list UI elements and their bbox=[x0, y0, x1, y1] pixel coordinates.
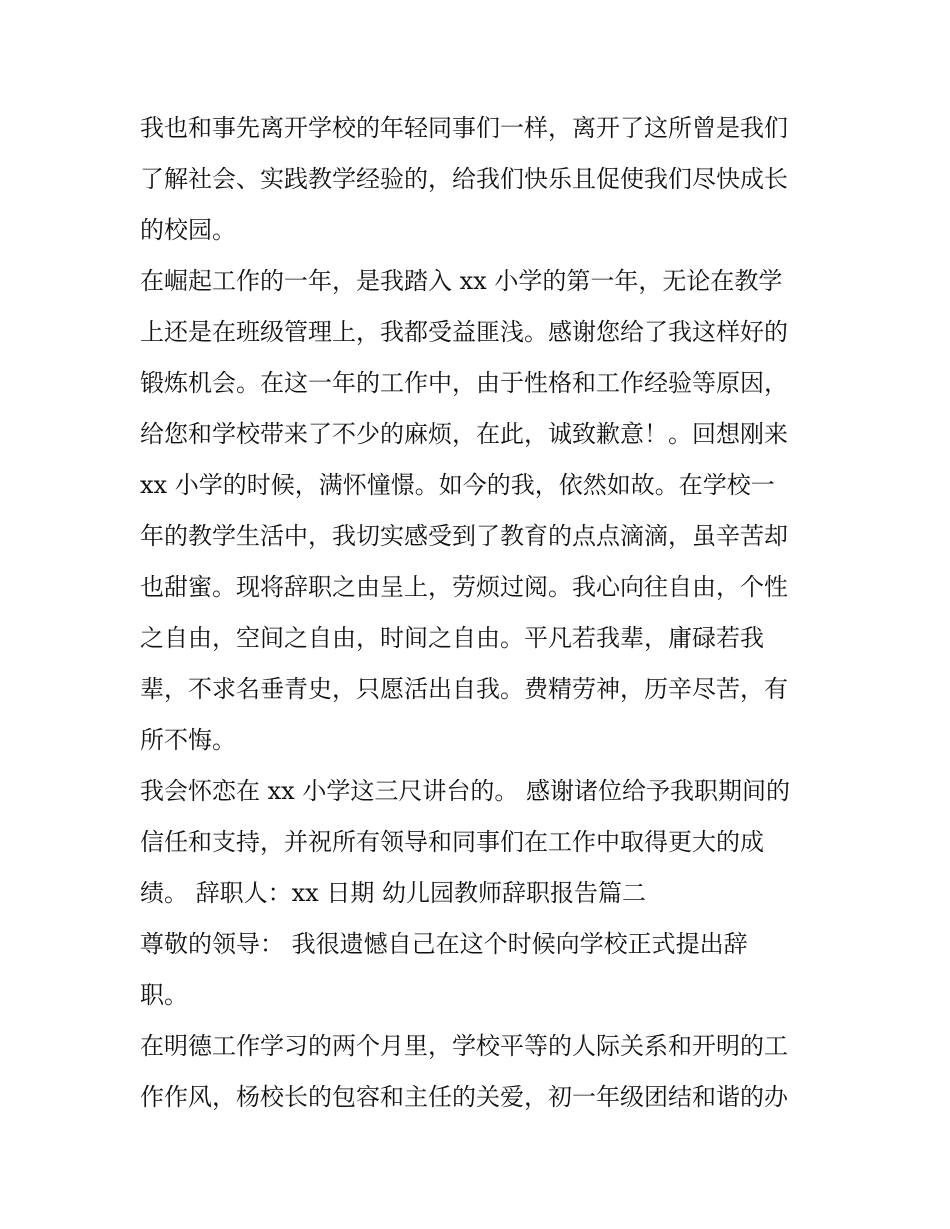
text-line: 所不悔。 bbox=[140, 726, 236, 754]
text-line: 之自由，空间之自由，时间之自由。平凡若我辈，庸碌若我 bbox=[140, 624, 764, 652]
text-line: 上还是在班级管理上，我都受益匪浅。感谢您给了我这样好的 bbox=[140, 318, 788, 346]
text-line: 信任和支持，并祝所有领导和同事们在工作中取得更大的成 bbox=[140, 828, 764, 856]
text-line: 也甜蜜。现将辞职之由呈上，劳烦过阅。我心向往自由，个性 bbox=[140, 573, 788, 601]
text-line: 我也和事先离开学校的年轻同事们一样，离开了这所曾是我们 bbox=[140, 114, 788, 142]
text-line: 年的教学生活中，我切实感受到了教育的点点滴滴，虽辛苦却 bbox=[140, 522, 788, 550]
text-line: 了解社会、实践教学经验的，给我们快乐且促使我们尽快成长 bbox=[140, 165, 788, 193]
document-body bbox=[140, 103, 820, 1123]
text-line: 的校园。 bbox=[140, 216, 236, 244]
text-line: 在明德工作学习的两个月里，学校平等的人际关系和开明的工 bbox=[140, 1032, 788, 1060]
text-line: 作作风，杨校长的包容和主任的关爱，初一年级团结和谐的办 bbox=[140, 1083, 788, 1111]
text-line: 职。 bbox=[140, 981, 188, 1009]
text-line: 辈，不求名垂青史，只愿活出自我。费精劳神，历辛尽苦，有 bbox=[140, 675, 788, 703]
text-line: 我会怀恋在 xx 小学这三尺讲台的。 感谢诸位给予我职期间的 bbox=[140, 777, 790, 805]
text-line: 尊敬的领导： 我很遗憾自己在这个时候向学校正式提出辞 bbox=[140, 930, 748, 958]
text-line: xx 小学的时候，满怀憧憬。如今的我，依然如故。在学校一 bbox=[140, 471, 775, 499]
text-line: 在崛起工作的一年，是我踏入 xx 小学的第一年，无论在教学 bbox=[140, 267, 783, 295]
text-line: 绩。 辞职人：xx 日期 幼儿园教师辞职报告篇二 bbox=[140, 879, 646, 907]
text-line: 锻炼机会。在这一年的工作中，由于性格和工作经验等原因， bbox=[140, 369, 788, 397]
text-line: 给您和学校带来了不少的麻烦，在此，诚致歉意！。回想刚来 bbox=[140, 420, 788, 448]
